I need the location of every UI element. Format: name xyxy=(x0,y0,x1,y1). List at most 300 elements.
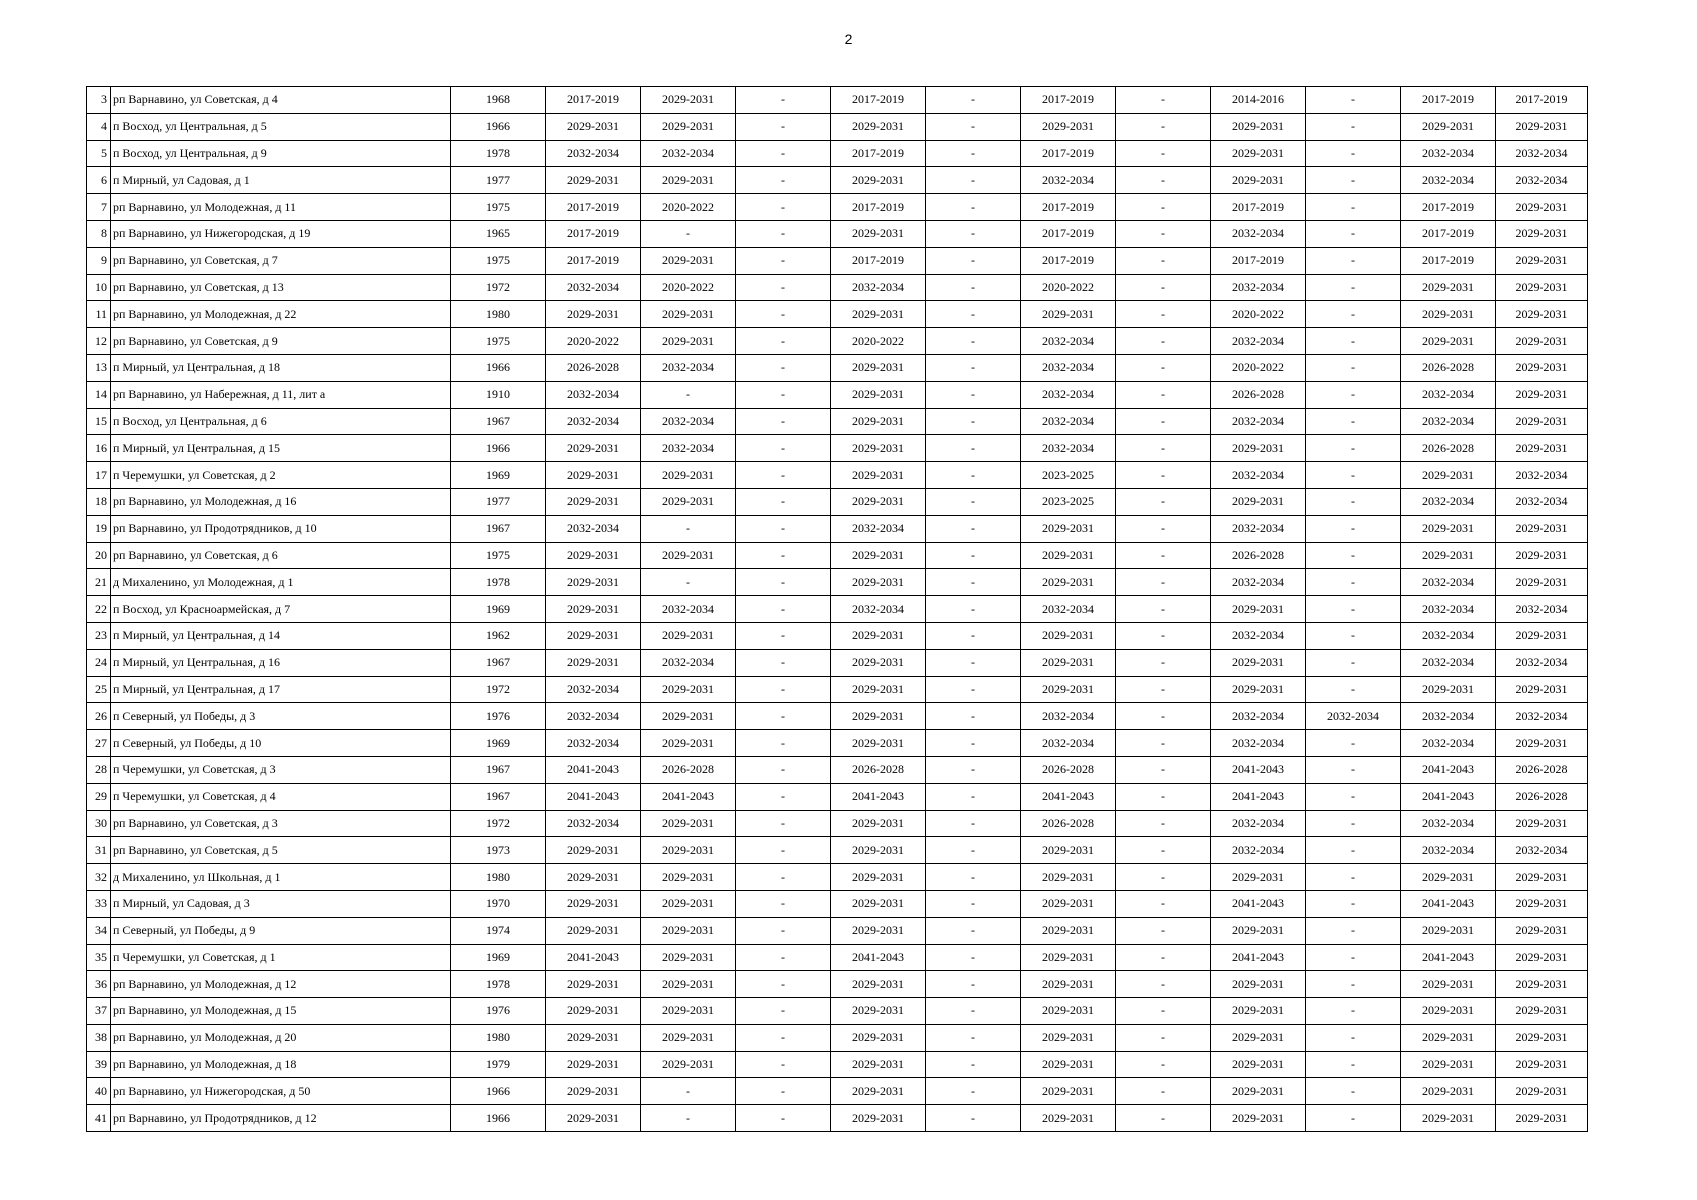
period-cell: 2029-2031 xyxy=(546,462,641,489)
period-cell: 2029-2031 xyxy=(1021,649,1116,676)
row-number-cell: 34 xyxy=(87,917,111,944)
period-cell: 2029-2031 xyxy=(1401,864,1496,891)
row-number-cell: 24 xyxy=(87,649,111,676)
period-cell: 2029-2031 xyxy=(831,676,926,703)
period-cell: 2026-2028 xyxy=(1401,435,1496,462)
year-built-cell: 1974 xyxy=(451,917,546,944)
period-cell: 2029-2031 xyxy=(1401,274,1496,301)
period-cell: - xyxy=(641,1105,736,1132)
table-row xyxy=(87,596,1588,623)
period-cell: 2029-2031 xyxy=(546,1024,641,1051)
address-cell: п Мирный, ул Центральная, д 17 xyxy=(111,676,451,703)
address-cell: рп Варнавино, ул Набережная, д 11, лит а xyxy=(111,381,451,408)
table-row xyxy=(87,1105,1588,1132)
period-cell: 2029-2031 xyxy=(1021,1051,1116,1078)
period-cell: 2029-2031 xyxy=(641,488,736,515)
period-cell: 2032-2034 xyxy=(1401,381,1496,408)
period-cell: 2029-2031 xyxy=(546,1105,641,1132)
period-cell: 2017-2019 xyxy=(1021,220,1116,247)
period-cell: 2026-2028 xyxy=(1496,756,1588,783)
table-row xyxy=(87,381,1588,408)
period-cell: 2032-2034 xyxy=(1211,569,1306,596)
period-cell: 2032-2034 xyxy=(831,596,926,623)
row-number-cell: 4 xyxy=(87,113,111,140)
row-number-cell: 22 xyxy=(87,596,111,623)
period-cell: - xyxy=(1116,1105,1211,1132)
table-row xyxy=(87,944,1588,971)
period-cell: - xyxy=(1116,462,1211,489)
period-cell: 2032-2034 xyxy=(1021,167,1116,194)
address-cell: рп Варнавино, ул Советская, д 9 xyxy=(111,328,451,355)
period-cell: - xyxy=(1116,113,1211,140)
period-cell: 2029-2031 xyxy=(1401,1024,1496,1051)
period-cell: 2029-2031 xyxy=(641,971,736,998)
address-cell: п Черемушки, ул Советская, д 1 xyxy=(111,944,451,971)
period-cell: 2032-2034 xyxy=(641,408,736,435)
period-cell: - xyxy=(1116,87,1211,114)
period-cell: 2041-2043 xyxy=(1211,756,1306,783)
table-row xyxy=(87,435,1588,462)
period-cell: 2029-2031 xyxy=(546,1051,641,1078)
period-cell: 2032-2034 xyxy=(1211,515,1306,542)
period-cell: 2032-2034 xyxy=(1496,140,1588,167)
year-built-cell: 1978 xyxy=(451,971,546,998)
period-cell: - xyxy=(1306,462,1401,489)
period-cell: 2032-2034 xyxy=(546,676,641,703)
period-cell: 2029-2031 xyxy=(831,301,926,328)
period-cell: 2017-2019 xyxy=(546,247,641,274)
period-cell: - xyxy=(736,194,831,221)
period-cell: - xyxy=(926,971,1021,998)
address-cell: п Мирный, ул Центральная, д 16 xyxy=(111,649,451,676)
address-cell: рп Варнавино, ул Молодежная, д 22 xyxy=(111,301,451,328)
year-built-cell: 1976 xyxy=(451,703,546,730)
period-cell: 2029-2031 xyxy=(1496,917,1588,944)
period-cell: - xyxy=(1306,1078,1401,1105)
period-cell: 2032-2034 xyxy=(641,596,736,623)
address-cell: рп Варнавино, ул Советская, д 4 xyxy=(111,87,451,114)
table-row xyxy=(87,649,1588,676)
period-cell: - xyxy=(736,998,831,1025)
period-cell: 2029-2031 xyxy=(1021,622,1116,649)
table-row xyxy=(87,354,1588,381)
period-cell: - xyxy=(926,113,1021,140)
row-number-cell: 20 xyxy=(87,542,111,569)
year-built-cell: 1972 xyxy=(451,676,546,703)
period-cell: 2029-2031 xyxy=(546,113,641,140)
period-cell: - xyxy=(641,569,736,596)
period-cell: 2029-2031 xyxy=(1021,998,1116,1025)
period-cell: 2029-2031 xyxy=(641,837,736,864)
period-cell: - xyxy=(1306,515,1401,542)
table-row xyxy=(87,462,1588,489)
row-number-cell: 38 xyxy=(87,1024,111,1051)
period-cell: 2029-2031 xyxy=(831,1051,926,1078)
row-number-cell: 23 xyxy=(87,622,111,649)
period-cell: - xyxy=(1306,328,1401,355)
row-number-cell: 6 xyxy=(87,167,111,194)
table-row xyxy=(87,515,1588,542)
period-cell: 2029-2031 xyxy=(641,247,736,274)
period-cell: - xyxy=(736,462,831,489)
year-built-cell: 1973 xyxy=(451,837,546,864)
period-cell: - xyxy=(1306,676,1401,703)
period-cell: - xyxy=(736,730,831,757)
row-number-cell: 28 xyxy=(87,756,111,783)
year-built-cell: 1967 xyxy=(451,783,546,810)
table-row xyxy=(87,1078,1588,1105)
period-cell: - xyxy=(641,515,736,542)
period-cell: - xyxy=(736,542,831,569)
period-cell: - xyxy=(1306,87,1401,114)
period-cell: - xyxy=(926,1078,1021,1105)
period-cell: - xyxy=(926,274,1021,301)
period-cell: 2041-2043 xyxy=(546,944,641,971)
period-cell: - xyxy=(736,247,831,274)
table-row xyxy=(87,488,1588,515)
period-cell: - xyxy=(736,140,831,167)
address-cell: п Черемушки, ул Советская, д 3 xyxy=(111,756,451,783)
period-cell: 2029-2031 xyxy=(831,998,926,1025)
period-cell: 2029-2031 xyxy=(641,301,736,328)
address-cell: п Восход, ул Центральная, д 5 xyxy=(111,113,451,140)
period-cell: - xyxy=(926,220,1021,247)
address-cell: п Черемушки, ул Советская, д 2 xyxy=(111,462,451,489)
period-cell: 2032-2034 xyxy=(1496,703,1588,730)
period-cell: - xyxy=(926,756,1021,783)
year-built-cell: 1962 xyxy=(451,622,546,649)
period-cell: - xyxy=(736,756,831,783)
period-cell: 2029-2031 xyxy=(546,649,641,676)
period-cell: 2017-2019 xyxy=(546,220,641,247)
year-built-cell: 1978 xyxy=(451,569,546,596)
row-number-cell: 12 xyxy=(87,328,111,355)
period-cell: - xyxy=(1116,756,1211,783)
period-cell: 2032-2034 xyxy=(1211,408,1306,435)
period-cell: - xyxy=(736,783,831,810)
period-cell: - xyxy=(1116,515,1211,542)
row-number-cell: 3 xyxy=(87,87,111,114)
period-cell: 2029-2031 xyxy=(831,1078,926,1105)
period-cell: 2032-2034 xyxy=(546,810,641,837)
period-cell: 2029-2031 xyxy=(831,622,926,649)
row-number-cell: 7 xyxy=(87,194,111,221)
period-cell: 2029-2031 xyxy=(546,301,641,328)
period-cell: 2032-2034 xyxy=(641,649,736,676)
period-cell: 2041-2043 xyxy=(831,783,926,810)
period-cell: 2029-2031 xyxy=(831,381,926,408)
row-number-cell: 18 xyxy=(87,488,111,515)
address-cell: рп Варнавино, ул Молодежная, д 20 xyxy=(111,1024,451,1051)
period-cell: - xyxy=(926,810,1021,837)
period-cell: - xyxy=(1306,944,1401,971)
period-cell: 2029-2031 xyxy=(1211,676,1306,703)
period-cell: 2029-2031 xyxy=(641,944,736,971)
period-cell: 2029-2031 xyxy=(1496,542,1588,569)
period-cell: 2029-2031 xyxy=(546,864,641,891)
period-cell: 2029-2031 xyxy=(1211,649,1306,676)
period-cell: 2029-2031 xyxy=(1496,1078,1588,1105)
period-cell: 2026-2028 xyxy=(641,756,736,783)
row-number-cell: 25 xyxy=(87,676,111,703)
period-cell: 2029-2031 xyxy=(1496,810,1588,837)
period-cell: 2029-2031 xyxy=(831,220,926,247)
period-cell: - xyxy=(736,220,831,247)
period-cell: 2029-2031 xyxy=(641,542,736,569)
period-cell: 2032-2034 xyxy=(641,435,736,462)
row-number-cell: 8 xyxy=(87,220,111,247)
period-cell: 2029-2031 xyxy=(641,864,736,891)
period-cell: 2029-2031 xyxy=(1401,917,1496,944)
period-cell: 2029-2031 xyxy=(1211,1078,1306,1105)
row-number-cell: 32 xyxy=(87,864,111,891)
period-cell: - xyxy=(736,971,831,998)
period-cell: - xyxy=(1116,622,1211,649)
table-row xyxy=(87,622,1588,649)
period-cell: 2029-2031 xyxy=(546,488,641,515)
period-cell: 2029-2031 xyxy=(641,703,736,730)
period-cell: 2017-2019 xyxy=(831,140,926,167)
period-cell: - xyxy=(1306,998,1401,1025)
period-cell: 2029-2031 xyxy=(641,730,736,757)
address-cell: п Северный, ул Победы, д 3 xyxy=(111,703,451,730)
period-cell: 2029-2031 xyxy=(1021,301,1116,328)
period-cell: 2026-2028 xyxy=(831,756,926,783)
period-cell: 2032-2034 xyxy=(546,408,641,435)
period-cell: - xyxy=(1116,703,1211,730)
period-cell: - xyxy=(736,837,831,864)
row-number-cell: 30 xyxy=(87,810,111,837)
row-number-cell: 26 xyxy=(87,703,111,730)
period-cell: 2026-2028 xyxy=(1401,354,1496,381)
period-cell: - xyxy=(1306,1105,1401,1132)
period-cell: 2032-2034 xyxy=(1401,810,1496,837)
table-row xyxy=(87,328,1588,355)
table-row xyxy=(87,140,1588,167)
year-built-cell: 1975 xyxy=(451,542,546,569)
year-built-cell: 1969 xyxy=(451,462,546,489)
period-cell: 2020-2022 xyxy=(641,194,736,221)
address-cell: рп Варнавино, ул Советская, д 5 xyxy=(111,837,451,864)
period-cell: - xyxy=(1116,998,1211,1025)
period-cell: 2029-2031 xyxy=(1211,488,1306,515)
period-cell: - xyxy=(736,596,831,623)
period-cell: - xyxy=(736,1105,831,1132)
address-cell: рп Варнавино, ул Советская, д 7 xyxy=(111,247,451,274)
period-cell: - xyxy=(1306,837,1401,864)
year-built-cell: 1968 xyxy=(451,87,546,114)
period-cell: 2029-2031 xyxy=(1021,837,1116,864)
period-cell: - xyxy=(926,569,1021,596)
table-row xyxy=(87,676,1588,703)
address-cell: п Мирный, ул Центральная, д 18 xyxy=(111,354,451,381)
table-row xyxy=(87,890,1588,917)
row-number-cell: 13 xyxy=(87,354,111,381)
period-cell: - xyxy=(926,435,1021,462)
period-cell: 2029-2031 xyxy=(1211,596,1306,623)
table-row xyxy=(87,167,1588,194)
period-cell: 2029-2031 xyxy=(641,622,736,649)
period-cell: 2032-2034 xyxy=(641,140,736,167)
period-cell: 2029-2031 xyxy=(1211,1051,1306,1078)
period-cell: 2041-2043 xyxy=(546,783,641,810)
period-cell: 2032-2034 xyxy=(1306,703,1401,730)
period-cell: 2032-2034 xyxy=(1401,408,1496,435)
period-cell: - xyxy=(1116,488,1211,515)
period-cell: 2032-2034 xyxy=(546,730,641,757)
period-cell: 2029-2031 xyxy=(641,810,736,837)
table-row xyxy=(87,113,1588,140)
period-cell: - xyxy=(1116,864,1211,891)
period-cell: 2029-2031 xyxy=(546,167,641,194)
period-cell: - xyxy=(1306,756,1401,783)
year-built-cell: 1976 xyxy=(451,998,546,1025)
period-cell: 2017-2019 xyxy=(1021,247,1116,274)
page-number: 2 xyxy=(844,31,853,47)
address-cell: рп Варнавино, ул Нижегородская, д 50 xyxy=(111,1078,451,1105)
period-cell: - xyxy=(1116,140,1211,167)
address-cell: рп Варнавино, ул Советская, д 3 xyxy=(111,810,451,837)
period-cell: - xyxy=(1116,649,1211,676)
period-cell: - xyxy=(926,944,1021,971)
period-cell: 2029-2031 xyxy=(831,542,926,569)
period-cell: - xyxy=(1306,220,1401,247)
period-cell: - xyxy=(926,917,1021,944)
period-cell: - xyxy=(736,1051,831,1078)
period-cell: - xyxy=(736,676,831,703)
address-cell: рп Варнавино, ул Продотрядников, д 10 xyxy=(111,515,451,542)
period-cell: - xyxy=(926,837,1021,864)
period-cell: 2029-2031 xyxy=(546,971,641,998)
period-cell: 2026-2028 xyxy=(1021,756,1116,783)
period-cell: 2029-2031 xyxy=(1496,274,1588,301)
year-built-cell: 1965 xyxy=(451,220,546,247)
period-cell: - xyxy=(1116,1024,1211,1051)
table-row xyxy=(87,917,1588,944)
period-cell: - xyxy=(1116,1078,1211,1105)
period-cell: - xyxy=(926,542,1021,569)
year-built-cell: 1966 xyxy=(451,113,546,140)
period-cell: 2029-2031 xyxy=(546,596,641,623)
period-cell: 2032-2034 xyxy=(831,515,926,542)
table-row xyxy=(87,247,1588,274)
period-cell: 2026-2028 xyxy=(1211,542,1306,569)
period-cell: 2029-2031 xyxy=(831,837,926,864)
table-row xyxy=(87,864,1588,891)
period-cell: - xyxy=(926,301,1021,328)
period-cell: 2029-2031 xyxy=(831,649,926,676)
period-cell: 2029-2031 xyxy=(1496,890,1588,917)
address-cell: п Черемушки, ул Советская, д 4 xyxy=(111,783,451,810)
period-cell: - xyxy=(926,783,1021,810)
period-cell: - xyxy=(1306,194,1401,221)
year-built-cell: 1975 xyxy=(451,247,546,274)
year-built-cell: 1967 xyxy=(451,756,546,783)
period-cell: 2029-2031 xyxy=(1496,1024,1588,1051)
period-cell: - xyxy=(736,408,831,435)
period-cell: - xyxy=(736,864,831,891)
period-cell: 2029-2031 xyxy=(1496,730,1588,757)
period-cell: - xyxy=(736,1078,831,1105)
period-cell: - xyxy=(926,890,1021,917)
period-cell: 2029-2031 xyxy=(641,917,736,944)
address-cell: рп Варнавино, ул Молодежная, д 16 xyxy=(111,488,451,515)
row-number-cell: 16 xyxy=(87,435,111,462)
period-cell: 2029-2031 xyxy=(1496,408,1588,435)
period-cell: 2029-2031 xyxy=(1021,542,1116,569)
period-cell: 2017-2019 xyxy=(1021,194,1116,221)
row-number-cell: 35 xyxy=(87,944,111,971)
table-row xyxy=(87,569,1588,596)
period-cell: 2017-2019 xyxy=(831,87,926,114)
period-cell: 2032-2034 xyxy=(1401,140,1496,167)
period-cell: - xyxy=(1306,569,1401,596)
period-cell: - xyxy=(926,596,1021,623)
period-cell: - xyxy=(1116,301,1211,328)
period-cell: 2029-2031 xyxy=(831,569,926,596)
period-cell: - xyxy=(926,998,1021,1025)
period-cell: 2029-2031 xyxy=(1496,569,1588,596)
period-cell: 2032-2034 xyxy=(1211,810,1306,837)
period-cell: - xyxy=(736,649,831,676)
address-cell: рп Варнавино, ул Советская, д 6 xyxy=(111,542,451,569)
year-built-cell: 1910 xyxy=(451,381,546,408)
table-row xyxy=(87,971,1588,998)
period-cell: 2029-2031 xyxy=(1401,542,1496,569)
period-cell: - xyxy=(1306,730,1401,757)
row-number-cell: 14 xyxy=(87,381,111,408)
row-number-cell: 37 xyxy=(87,998,111,1025)
period-cell: - xyxy=(926,354,1021,381)
period-cell: 2032-2034 xyxy=(546,140,641,167)
table-row xyxy=(87,783,1588,810)
period-cell: 2032-2034 xyxy=(1211,462,1306,489)
period-cell: - xyxy=(1116,247,1211,274)
row-number-cell: 11 xyxy=(87,301,111,328)
address-cell: рп Варнавино, ул Молодежная, д 12 xyxy=(111,971,451,998)
period-cell: 2032-2034 xyxy=(1496,488,1588,515)
period-cell: 2029-2031 xyxy=(831,435,926,462)
period-cell: 2029-2031 xyxy=(831,810,926,837)
period-cell: 2017-2019 xyxy=(546,87,641,114)
row-number-cell: 29 xyxy=(87,783,111,810)
period-cell: - xyxy=(736,515,831,542)
table-row xyxy=(87,542,1588,569)
period-cell: 2029-2031 xyxy=(831,408,926,435)
address-cell: рп Варнавино, ул Нижегородская, д 19 xyxy=(111,220,451,247)
period-cell: 2017-2019 xyxy=(1401,247,1496,274)
period-cell: 2029-2031 xyxy=(641,1051,736,1078)
period-cell: 2032-2034 xyxy=(1211,837,1306,864)
period-cell: 2032-2034 xyxy=(1401,730,1496,757)
row-number-cell: 27 xyxy=(87,730,111,757)
period-cell: - xyxy=(926,1024,1021,1051)
period-cell: 2032-2034 xyxy=(1021,596,1116,623)
period-cell: - xyxy=(1306,167,1401,194)
period-cell: 2029-2031 xyxy=(641,998,736,1025)
period-cell: 2029-2031 xyxy=(1211,140,1306,167)
period-cell: 2029-2031 xyxy=(1496,328,1588,355)
period-cell: 2029-2031 xyxy=(1401,676,1496,703)
period-cell: 2032-2034 xyxy=(1496,649,1588,676)
period-cell: 2029-2031 xyxy=(1496,998,1588,1025)
period-cell: 2032-2034 xyxy=(1496,462,1588,489)
period-cell: 2029-2031 xyxy=(1496,1051,1588,1078)
period-cell: 2017-2019 xyxy=(546,194,641,221)
period-cell: 2029-2031 xyxy=(546,837,641,864)
address-cell: рп Варнавино, ул Продотрядников, д 12 xyxy=(111,1105,451,1132)
period-cell: - xyxy=(641,381,736,408)
